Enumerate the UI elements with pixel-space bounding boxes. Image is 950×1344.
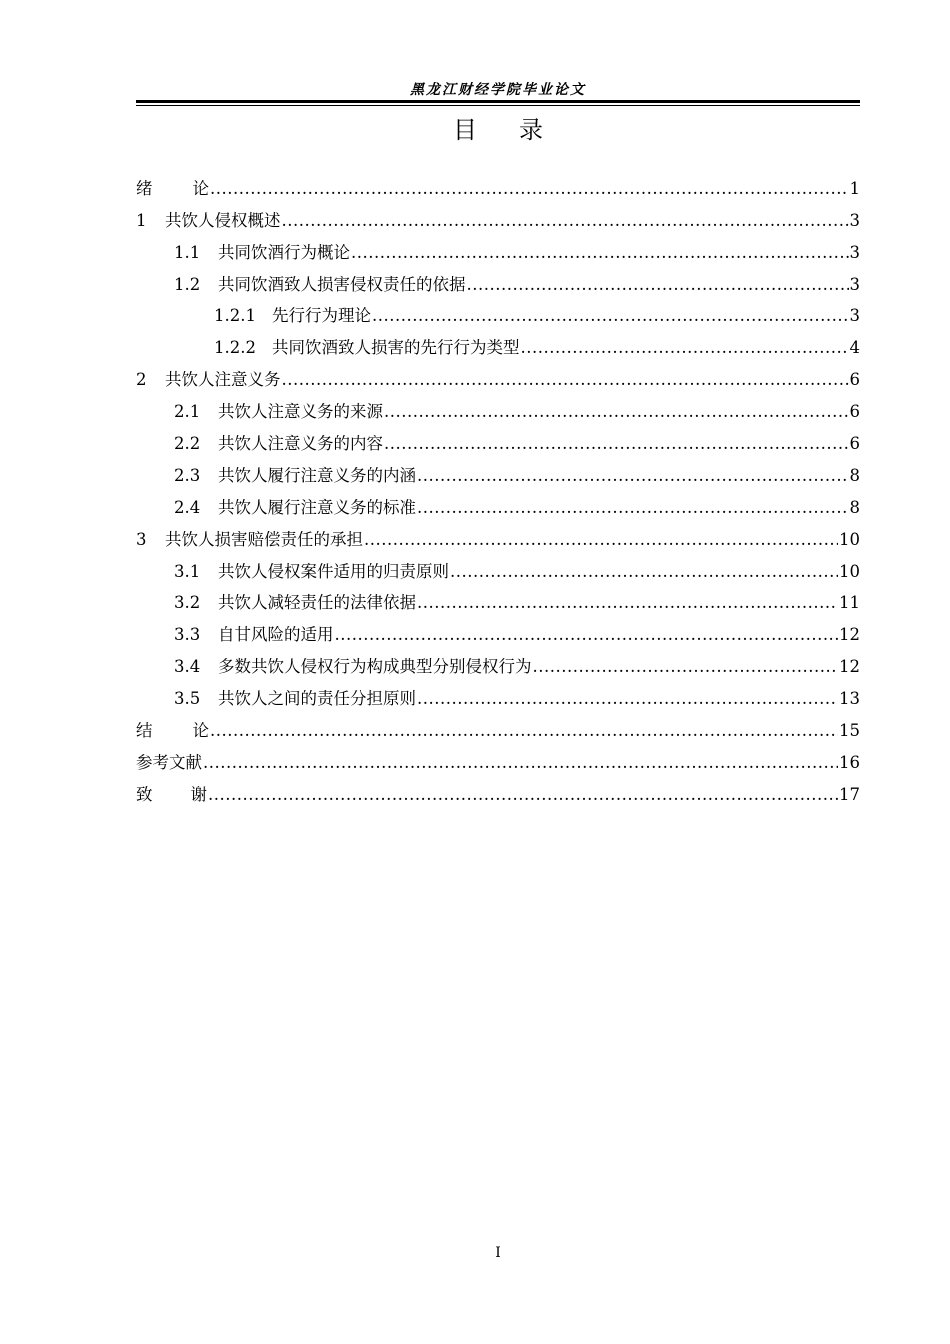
toc-entry-number: 3.4 (174, 657, 201, 677)
toc-entry[interactable] (136, 678, 860, 710)
toc-entry[interactable] (136, 455, 860, 487)
toc-entry-label: 多数共饮人侵权行为构成典型分别侵权行为 (218, 657, 532, 677)
toc-entry-label: 共同饮酒行为概论 (218, 242, 350, 262)
toc-entry[interactable] (136, 327, 860, 359)
toc-entry-label: 共饮人损害赔偿责任的承担 (165, 529, 363, 549)
toc-entry-label: 先行行为理论 (272, 306, 371, 326)
toc-entry-label: 共饮人注意义务的来源 (218, 402, 383, 422)
toc-entry[interactable] (136, 487, 860, 519)
toc-entry[interactable] (136, 646, 860, 678)
toc-entry-page: 8 (849, 497, 860, 517)
toc-entry-label: 共同饮酒致人损害的先行行为类型 (272, 338, 520, 358)
toc-leader-dots (384, 433, 849, 455)
toc-entry[interactable] (136, 168, 860, 200)
toc-entry-label: 自甘风险的适用 (218, 625, 334, 645)
toc-entry[interactable] (136, 742, 860, 774)
toc-leader-dots (450, 561, 838, 583)
toc-entry-number: 3 (136, 529, 147, 549)
toc-entry-label: 共饮人注意义务的内容 (218, 434, 383, 454)
toc-entry-label: 致谢 (136, 784, 245, 804)
toc-entry-page: 16 (839, 752, 860, 772)
toc-entry-number: 1.2.2 (214, 338, 256, 358)
table-of-contents (136, 168, 860, 806)
toc-leader-dots (417, 497, 849, 519)
toc-title-char-2: 录 (519, 116, 543, 144)
toc-entry-label: 结论 (136, 721, 249, 741)
toc-entry-number: 3.5 (174, 689, 201, 709)
toc-leader-dots (335, 624, 839, 646)
toc-entry-page: 3 (849, 306, 860, 326)
toc-entry[interactable] (136, 391, 860, 423)
toc-entry-number: 2.3 (174, 465, 201, 485)
header-rule-thick (136, 100, 860, 103)
toc-entry-label: 共同饮酒致人损害侵权责任的依据 (218, 274, 466, 294)
toc-leader-dots (417, 465, 849, 487)
toc-entry[interactable] (136, 583, 860, 615)
toc-entry-page: 12 (839, 625, 860, 645)
toc-entry-page: 12 (839, 657, 860, 677)
toc-leader-dots (372, 305, 849, 327)
toc-entry-page: 6 (849, 434, 860, 454)
toc-entry[interactable] (136, 710, 860, 742)
toc-entry-number: 1.2 (174, 274, 201, 294)
toc-entry-label: 参考文献 (136, 752, 202, 772)
toc-entry[interactable] (136, 232, 860, 264)
toc-entry-number: 2.1 (174, 402, 201, 422)
toc-entry-page: 13 (839, 689, 860, 709)
toc-entry-label: 共饮人履行注意义务的标准 (218, 497, 416, 517)
toc-entry-page: 10 (839, 529, 860, 549)
toc-leader-dots (210, 720, 838, 742)
toc-entry[interactable] (136, 359, 860, 391)
toc-leader-dots (521, 337, 849, 359)
toc-entry[interactable] (136, 423, 860, 455)
toc-entry-number: 2 (136, 370, 147, 390)
toc-entry-page: 17 (839, 784, 860, 804)
toc-entry-label: 共饮人侵权概述 (165, 210, 281, 230)
toc-entry-label: 共饮人减轻责任的法律依据 (218, 593, 416, 613)
toc-entry-page: 15 (839, 721, 860, 741)
toc-entry-number: 1 (136, 210, 147, 230)
toc-leader-dots (533, 656, 839, 678)
page-number: I (495, 1245, 501, 1261)
toc-entry-page: 6 (849, 402, 860, 422)
header-rule-thin (136, 105, 860, 106)
toc-leader-dots (384, 401, 849, 423)
toc-leader-dots (282, 369, 849, 391)
toc-leader-dots (210, 178, 849, 200)
toc-entry-page: 10 (839, 561, 860, 581)
toc-leader-dots (282, 210, 849, 232)
toc-leader-dots (467, 274, 849, 296)
toc-entry[interactable] (136, 264, 860, 296)
toc-title (136, 114, 860, 146)
toc-leader-dots (208, 784, 838, 806)
toc-entry[interactable] (136, 774, 860, 806)
toc-entry-number: 3.2 (174, 593, 201, 613)
toc-entry-label: 共饮人履行注意义务的内涵 (218, 465, 416, 485)
toc-leader-dots (203, 752, 838, 774)
toc-entry-page: 1 (849, 178, 860, 198)
toc-entry-label: 共饮人注意义务 (165, 370, 281, 390)
toc-entry-label: 共饮人侵权案件适用的归责原则 (218, 561, 449, 581)
toc-leader-dots (417, 592, 838, 614)
toc-entry[interactable] (136, 296, 860, 328)
toc-entry[interactable] (136, 200, 860, 232)
toc-entry-page: 3 (849, 242, 860, 262)
toc-title-char-1: 目 (453, 116, 477, 144)
toc-entry-page: 3 (849, 210, 860, 230)
toc-leader-dots (364, 529, 838, 551)
toc-entry-page: 3 (849, 274, 860, 294)
toc-entry-page: 6 (849, 370, 860, 390)
toc-entry-page: 8 (849, 465, 860, 485)
toc-entry-label: 绪论 (136, 178, 249, 198)
toc-leader-dots (351, 242, 849, 264)
toc-entry[interactable] (136, 519, 860, 551)
toc-entry[interactable] (136, 614, 860, 646)
toc-entry-label: 共饮人之间的责任分担原则 (218, 689, 416, 709)
toc-leader-dots (417, 688, 838, 710)
toc-entry-page: 4 (849, 338, 860, 358)
toc-entry-page: 11 (839, 593, 860, 613)
toc-entry-number: 1.2.1 (214, 306, 256, 326)
toc-entry-number: 3.1 (174, 561, 201, 581)
toc-entry-number: 2.2 (174, 434, 201, 454)
toc-entry-number: 2.4 (174, 497, 201, 517)
toc-entry-number: 3.3 (174, 625, 201, 645)
toc-entry[interactable] (136, 551, 860, 583)
toc-entry-number: 1.1 (174, 242, 201, 262)
running-header: 黑龙江财经学院毕业论文 (410, 82, 586, 98)
